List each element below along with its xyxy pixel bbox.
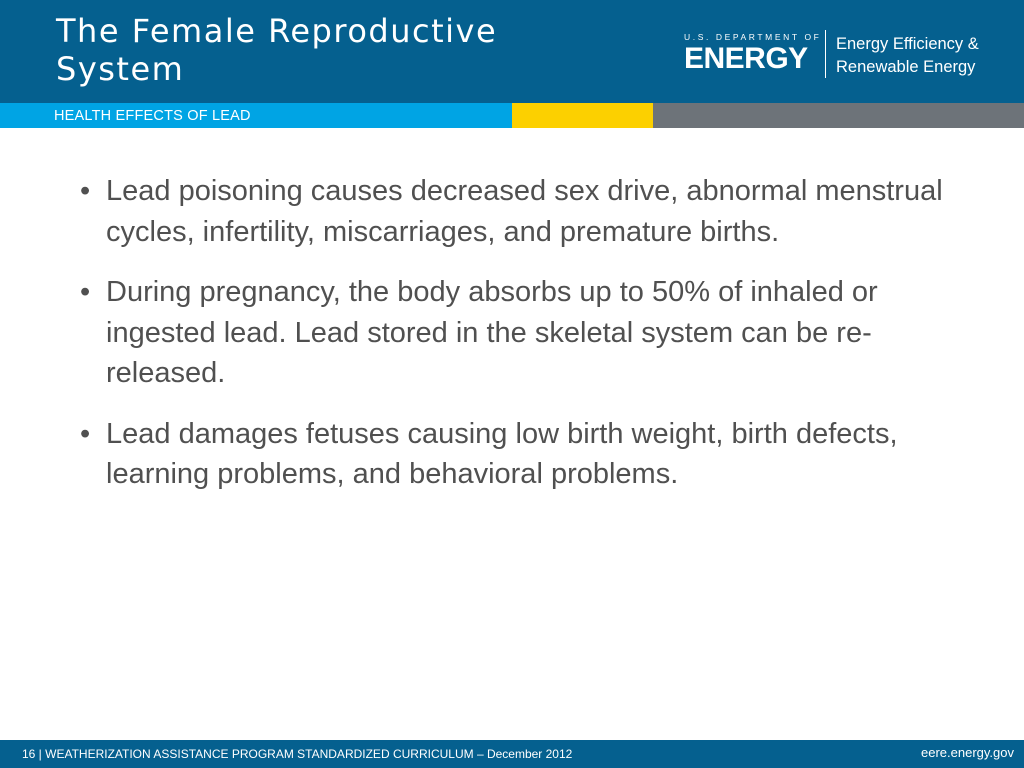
eere-logo-text	[836, 33, 979, 79]
slide-footer	[0, 740, 1024, 768]
footer-course-info: 16 | WEATHERIZATION ASSISTANCE PROGRAM STANDARDIZED CURRICULUM – December 2012	[22, 747, 573, 761]
bullet-item	[78, 171, 978, 252]
bullet-dot: •	[80, 175, 91, 207]
eere-line-1: Energy Efficiency &	[836, 35, 979, 53]
bullet-item	[78, 414, 978, 495]
bullet-item	[78, 272, 978, 394]
bullet-list	[78, 171, 978, 515]
doe-logo	[684, 32, 822, 75]
accent-bar-gray	[653, 103, 1024, 128]
slide-header	[0, 0, 1024, 103]
eere-line-2: Renewable Energy	[836, 58, 976, 76]
title-line-2: System	[56, 50, 185, 88]
bullet-text: Lead damages fetuses causing low birth weight, birth defects, learning problems, and behavioral problems.	[106, 417, 898, 490]
doe-logo-department: U.S. DEPARTMENT OF	[684, 32, 822, 42]
bullet-dot: •	[80, 276, 91, 308]
doe-logo-energy: ENERGY	[684, 42, 808, 75]
accent-bar-yellow	[512, 103, 653, 128]
bullet-text: During pregnancy, the body absorbs up to 50% of inhaled or ingested lead. Lead stored in the skeletal system can be re-released.	[106, 276, 878, 389]
footer-website: eere.energy.gov	[921, 745, 1014, 760]
bullet-text: Lead poisoning causes decreased sex drive, abnormal menstrual cycles, infertility, miscarriages, and premature births.	[106, 175, 943, 248]
section-subtitle: HEALTH EFFECTS OF LEAD	[54, 108, 251, 124]
title-line-1: The Female Reproductive	[56, 12, 498, 50]
logo-divider	[825, 30, 826, 78]
bullet-dot: •	[80, 417, 91, 450]
slide-title	[56, 12, 616, 88]
